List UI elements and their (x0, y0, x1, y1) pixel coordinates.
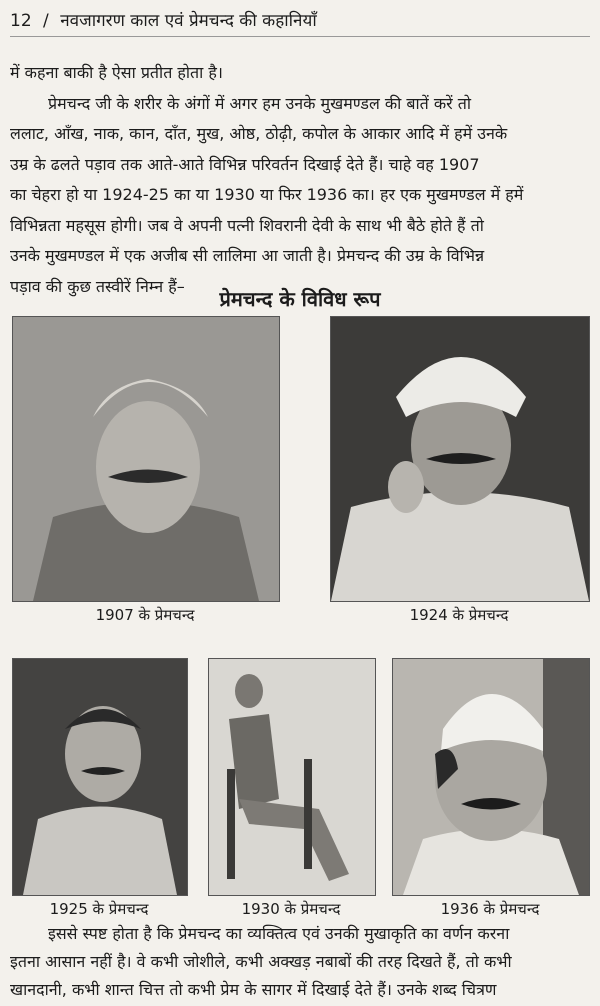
text-line: खानदानी, कभी शान्त चित्त तो कभी प्रेम के सागर में दिखाई देते हैं। उनके शब्द चित्रण (10, 980, 497, 999)
page-number: 12 (10, 11, 32, 31)
photo-caption: 1924 के प्रेमचन्द (409, 606, 509, 624)
closing-paragraph (10, 920, 590, 1004)
portrait-photo-icon (13, 659, 187, 895)
photo-caption: 1930 के प्रेमचन्द (241, 900, 341, 918)
text-line: उम्र के ढलते पड़ाव तक आते-आते विभिन्न परिवर्तन दिखाई देते हैं। चाहे वह 1907 (10, 154, 480, 174)
photo-caption: 1925 के प्रेमचन्द (49, 900, 149, 918)
text-line: इतना आसान नहीं है। वे कभी जोशीले, कभी अक्खड़ नबाबों की तरह दिखते हैं, तो कभी (10, 952, 512, 971)
photo-1936 (392, 658, 590, 896)
seated-portrait-photo-icon (209, 659, 375, 895)
text-line: प्रेमचन्द जी के शरीर के अंगों में अगर हम उनके मुखमण्डल की बातें करें तो (48, 93, 472, 113)
section-title: प्रेमचन्द के विविध रूप (219, 287, 381, 311)
photo-1925 (12, 658, 188, 896)
book-title: नवजागरण काल एवं प्रेमचन्द की कहानियाँ (60, 11, 317, 31)
photo-1907 (12, 316, 280, 602)
text-line: इससे स्पष्ट होता है कि प्रेमचन्द का व्यक्तित्व एवं उनकी मुखाकृति का वर्णन करना (48, 924, 510, 943)
portrait-photo-icon (13, 317, 279, 601)
text-line: विभिन्नता महसूस होगी। जब वे अपनी पत्नी शिवरानी देवी के साथ भी बैठे होते हैं तो (10, 215, 484, 235)
text-line: में कहना बाकी है ऐसा प्रतीत होता है। (10, 63, 223, 82)
text-line: का चेहरा हो या 1924-25 का या 1930 या फिर 1936 का। हर एक मुखमण्डल में हमें (10, 185, 524, 204)
header-separator: / (43, 11, 49, 31)
intro-paragraph (10, 58, 590, 302)
portrait-photo-icon (331, 317, 589, 601)
portrait-photo-icon (393, 659, 589, 895)
photo-caption: 1907 के प्रेमचन्द (95, 606, 195, 624)
photo-caption: 1936 के प्रेमचन्द (440, 900, 540, 918)
photo-1924 (330, 316, 590, 602)
photo-1930 (208, 658, 376, 896)
page-header (10, 6, 590, 37)
text-line: उनके मुखमण्डल में एक अजीब सी लालिमा आ जाती है। प्रेमचन्द की उम्र के विभिन्न (10, 246, 485, 265)
text-line: ललाट, आँख, नाक, कान, दाँत, मुख, ओष्ठ, ठोढ़ी, कपोल के आकार आदि में हमें उनके (10, 124, 508, 143)
text-line: पड़ाव की कुछ तस्वीरें निम्न हैं– (10, 276, 185, 296)
